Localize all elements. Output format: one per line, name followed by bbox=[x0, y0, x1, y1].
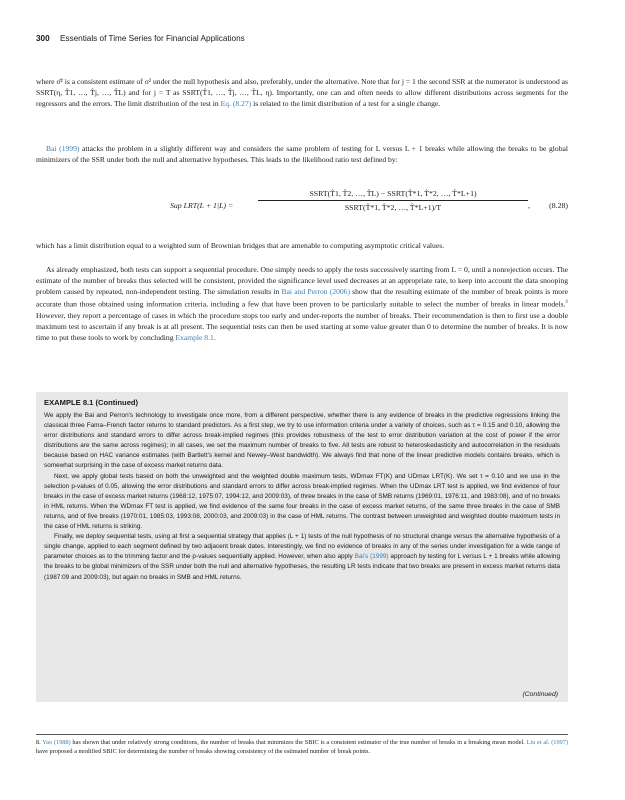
example-paragraph-3 bbox=[44, 532, 560, 582]
book-title: Essentials of Time Series for Financial Applications bbox=[59, 34, 245, 43]
liu-1997-link[interactable]: Liu et al. (1997) bbox=[526, 739, 568, 746]
bai-1999-example-link[interactable]: Bai's (1999) bbox=[354, 553, 389, 561]
footnote-text-a: has shown that under relatively strong conditions, the number of breaks that minimizes the SBIC is a consistent estimator of the true number of breaks in a breaking mean model. bbox=[70, 739, 527, 746]
para1-text-c: is related to the limit distribution of a test for a single change. bbox=[251, 99, 441, 109]
bai-1999-link[interactable]: Bai (1999) bbox=[46, 144, 80, 153]
example-box bbox=[36, 392, 568, 702]
para4-text-c: However, they report a percentage of cases in which the procedure stops too early and under-reports the number of breaks. Their recommendation is then to first use a double maximum test to ascertain if any break is at all present. The sequential tests can then be used starting at some value greater than 0 to determine the number of breaks. It is now time to put these tools to work by concluding bbox=[36, 310, 568, 343]
page-number: 300 bbox=[36, 34, 50, 43]
equation-number: (8.28) bbox=[549, 201, 568, 210]
example-title: EXAMPLE 8.1 (Continued) bbox=[44, 398, 139, 407]
equation-numerator: SSRT(T̂1, T̂2, …, T̂L) − SSRT(T̂*1, T̂*2, …, T̂*L+1) bbox=[258, 189, 528, 201]
para1-text-b: T(η, T̂1, …, T̂j, …, T̂L) and for j = T as SSRT(T̂1, …, T̂j, …, T̂L, η). Importantly, one can and often needs to allow different distributions across segments for the regressors and the errors. The limit distribution of the test in bbox=[36, 88, 568, 109]
paragraph-1 bbox=[36, 76, 568, 109]
bai-perron-2006-link[interactable]: Bai and Perron (2006) bbox=[281, 287, 351, 297]
para4-text-b: show that the resulting estimate of the number of break points is more accurate than those obtained using information criteria, including a few that have been proven to be particularly suitable to select the number of breaks in linear models. bbox=[36, 287, 568, 309]
para1-text-a: where σ̂² is a consistent estimate of σ² under the null hypothesis and also, preferably, under the alternative. Note that for j = 1 the second SSR at the numerator is understood as SSR bbox=[36, 77, 568, 98]
para4-text-a: As already emphasized, both tests can support a sequential procedure. One simply needs to apply the tests successively starting from L = 0, until a nonrejection occurs. The estimate of the number of breaks thus selected will be consistent, provided the significance level used decreases at an appropriate rate, to keep into account the data snooping problem caused by repeated, non-independent testing. The simulation results in bbox=[36, 265, 568, 297]
para2-text: attacks the problem in a slightly different way and considers the same problem of testing for L versus L + 1 breaks while allowing the breaks to be global minimizers of the SSR under both the null and alternative hypotheses. This leads to the likelihood ratio test defined by: bbox=[36, 144, 568, 165]
paragraph-2 bbox=[36, 143, 568, 165]
footnote-8-ref[interactable]: 8 bbox=[565, 300, 568, 306]
para4-text-d: . bbox=[213, 333, 216, 343]
footnote-number: 8. bbox=[36, 739, 41, 746]
paragraph-4 bbox=[36, 264, 568, 343]
footnote-8 bbox=[36, 738, 568, 756]
running-header bbox=[36, 34, 245, 43]
footnote-divider bbox=[36, 734, 568, 735]
example-paragraph-2: Next, we apply global tests based on both the unweighted and the weighted double maximum tests, WDmax FT(K) and UDmax LRT(K). We set τ = 0.10 and we use in the selection p-values of 0.05, allowing the error distributions and standard errors to differ across break-implied regimes. When the UDmax LRT test is applied, we find evidence of four breaks in the case of excess market returns (1968:12, 1975:07, 1994:12, and 2009:03), of three breaks in the case of SMB returns (1969:01, 1976:11, and 1983:08), and of no breaks in HML returns. When the WDmax FT test is applied, we find evidence of the same four breaks in the case of excess market returns, of the same three breaks in the case of SMB returns, and of five breaks (1970:01, 1985:03, 1993:08, 2000:03, and 2009:03) in the case of HML returns. The contrast between unweighted and weighted double maximum tests in the case of HML returns is striking. bbox=[44, 472, 560, 531]
example-p3-text-a: Finally, we deploy sequential tests, using at first a sequential strategy that applies (L + 1) tests of the null hypothesis of no structural change versus the alternative hypothesis of a single change, applied to each segment defined by two adjacent break dates. Interestingly, we find no evidence of breaks in any of the series under investigation for a wide range of parameter choices as to the trimming factor and the p-values sequentially applied. However, when also apply bbox=[44, 533, 560, 561]
equation-fraction bbox=[258, 189, 528, 212]
equation-8-28 bbox=[36, 189, 568, 229]
continued-label: (Continued) bbox=[522, 691, 558, 698]
yao-1988-link[interactable]: Yao (1988) bbox=[42, 739, 71, 746]
para3-text: which has a limit distribution equal to a weighted sum of Brownian bridges that are amenable to computing asymptotic critical values. bbox=[36, 241, 445, 250]
footnote-text-b: have proposed a modified SBIC for determining the number of breaks showing consistency of the estimated number of break points. bbox=[36, 748, 371, 756]
eq-8-27-link[interactable]: Eq. (8.27) bbox=[220, 99, 252, 109]
paragraph-3 bbox=[36, 240, 568, 251]
example-paragraph-1: We apply the Bai and Perron's technology to investigate once more, from a different perspective, whether there is any evidence of breaks in the predictive regressions linking the classical three Fama–French factor returns to standard predictors. As a first step, we try to use information criteria under a variety of choices, such as τ = 0.15 and 0.10, allowing the error distributions and standard errors to differ across break-implied regimes (this provides robustness of the test to error distribution variation at the cost of power if the error distributions are the same across regimes); in all cases, we set the maximum number of breaks to five. All tests are robust to heteroskedasticity and autocorrelation in the residuals because based on HAC variance estimates (with Bartlett's kernel and Newey–West bandwidth). We always find that none of the linear predictive models contains breaks, which is somewhat surprising in the case of excess market returns data. bbox=[44, 412, 560, 470]
example-8-1-link[interactable]: Example 8.1 bbox=[175, 333, 214, 343]
equation-lhs: Sup LRT(L + 1|L) = bbox=[170, 201, 234, 210]
example-content bbox=[44, 411, 560, 583]
equation-denominator: SSRT(T̂*1, T̂*2, …, T̂*L+1)/T bbox=[344, 203, 442, 212]
example-p3-text-b: approach by testing for L versus L + 1 breaks while allowing the breaks to be global minimizers of the SSR under both the null and alternative hypotheses, the resulting LR tests indicate that two breaks are present in excess market returns data (1987:09 and 2009:03), but again no breaks in SMB and HML returns. bbox=[44, 553, 561, 581]
equation-comma: , bbox=[528, 201, 530, 210]
